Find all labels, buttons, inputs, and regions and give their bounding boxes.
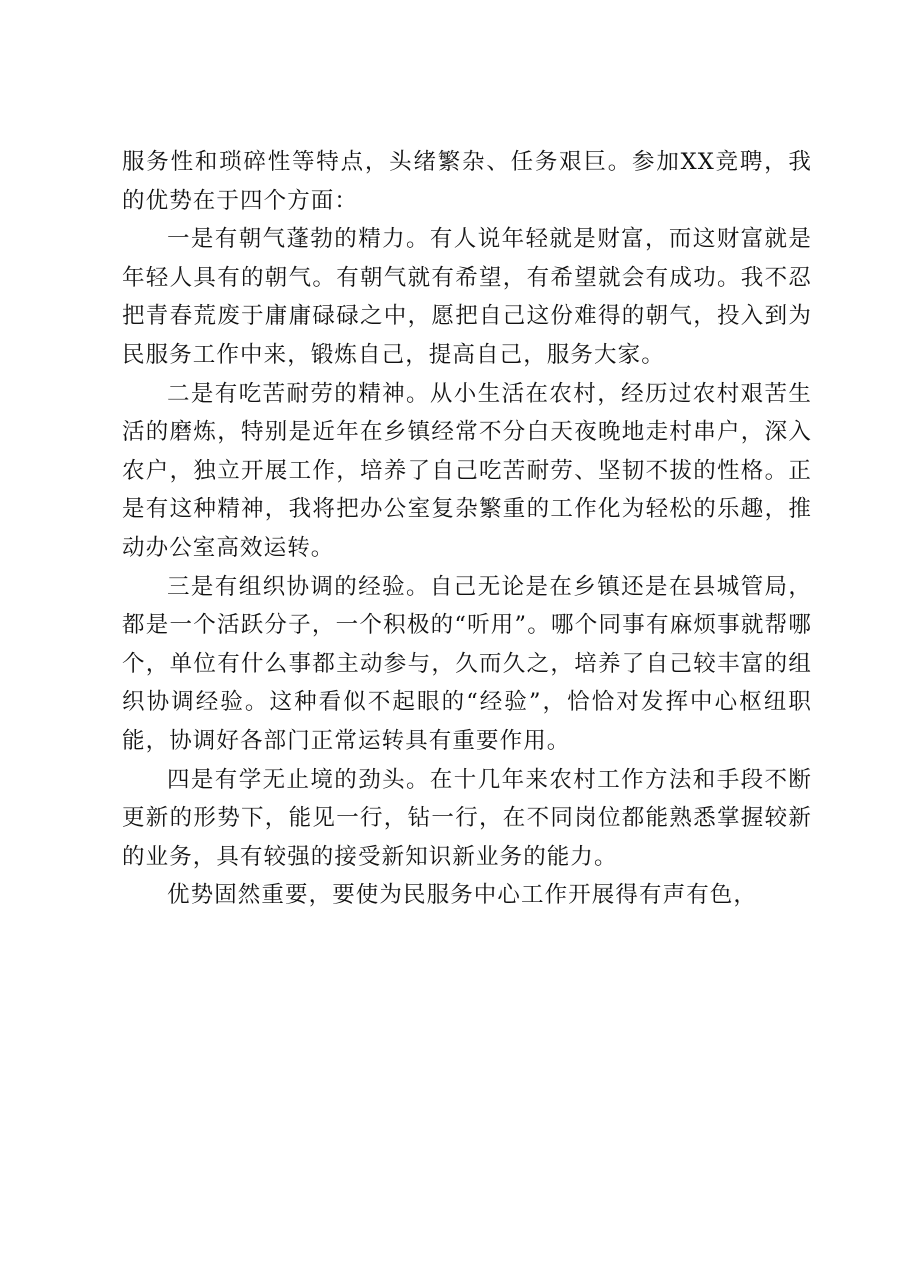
paragraph-hardworking: 二是有吃苦耐劳的精神。从小生活在农村，经历过农村艰苦生活的磨炼，特别是近年在乡镇经常不分白天夜晚地走村串户，深入农户，独立开展工作，培养了自己吃苦耐劳、坚韧不拔的性格。正是有这种精神，我将把办公室复杂繁重的工作化为轻松的乐趣，推动办公室高效运转。 [122, 380, 812, 561]
paragraph-coordination: 三是有组织协调的经验。自己无论是在乡镇还是在县城管局，都是一个活跃分子，一个积极的“听用”。哪个同事有麻烦事就帮哪个，单位有什么事都主动参与，久而久之，培养了自己较丰富的组织协调经验。这种看似不起眼的“经验”，恰恰对发挥中心枢纽职能，协调好各部门正常运转具有重要作用。 [122, 573, 812, 754]
paragraph-continuation: 服务性和琐碎性等特点，头绪繁杂、任务艰巨。参加XX竞聘，我的优势在于四个方面： [122, 149, 812, 214]
paragraph-learning: 四是有学无止境的劲头。在十几年来农村工作方法和手段不断更新的形势下，能见一行，钻一行，在不同岗位都能熟悉掌握较新的业务，具有较强的接受新知识新业务的能力。 [122, 766, 812, 870]
document-body [122, 143, 812, 915]
paragraph-advantages: 优势固然重要，要使为民服务中心工作开展得有声有色， [167, 882, 758, 909]
paragraph-energy: 一是有朝气蓬勃的精力。有人说年轻就是财富，而这财富就是年轻人具有的朝气。有朝气就有希望，有希望就会有成功。我不忍把青春荒废于庸庸碌碌之中，愿把自己这份难得的朝气，投入到为民服务工作中来，锻炼自己，提高自己，服务大家。 [122, 226, 812, 368]
